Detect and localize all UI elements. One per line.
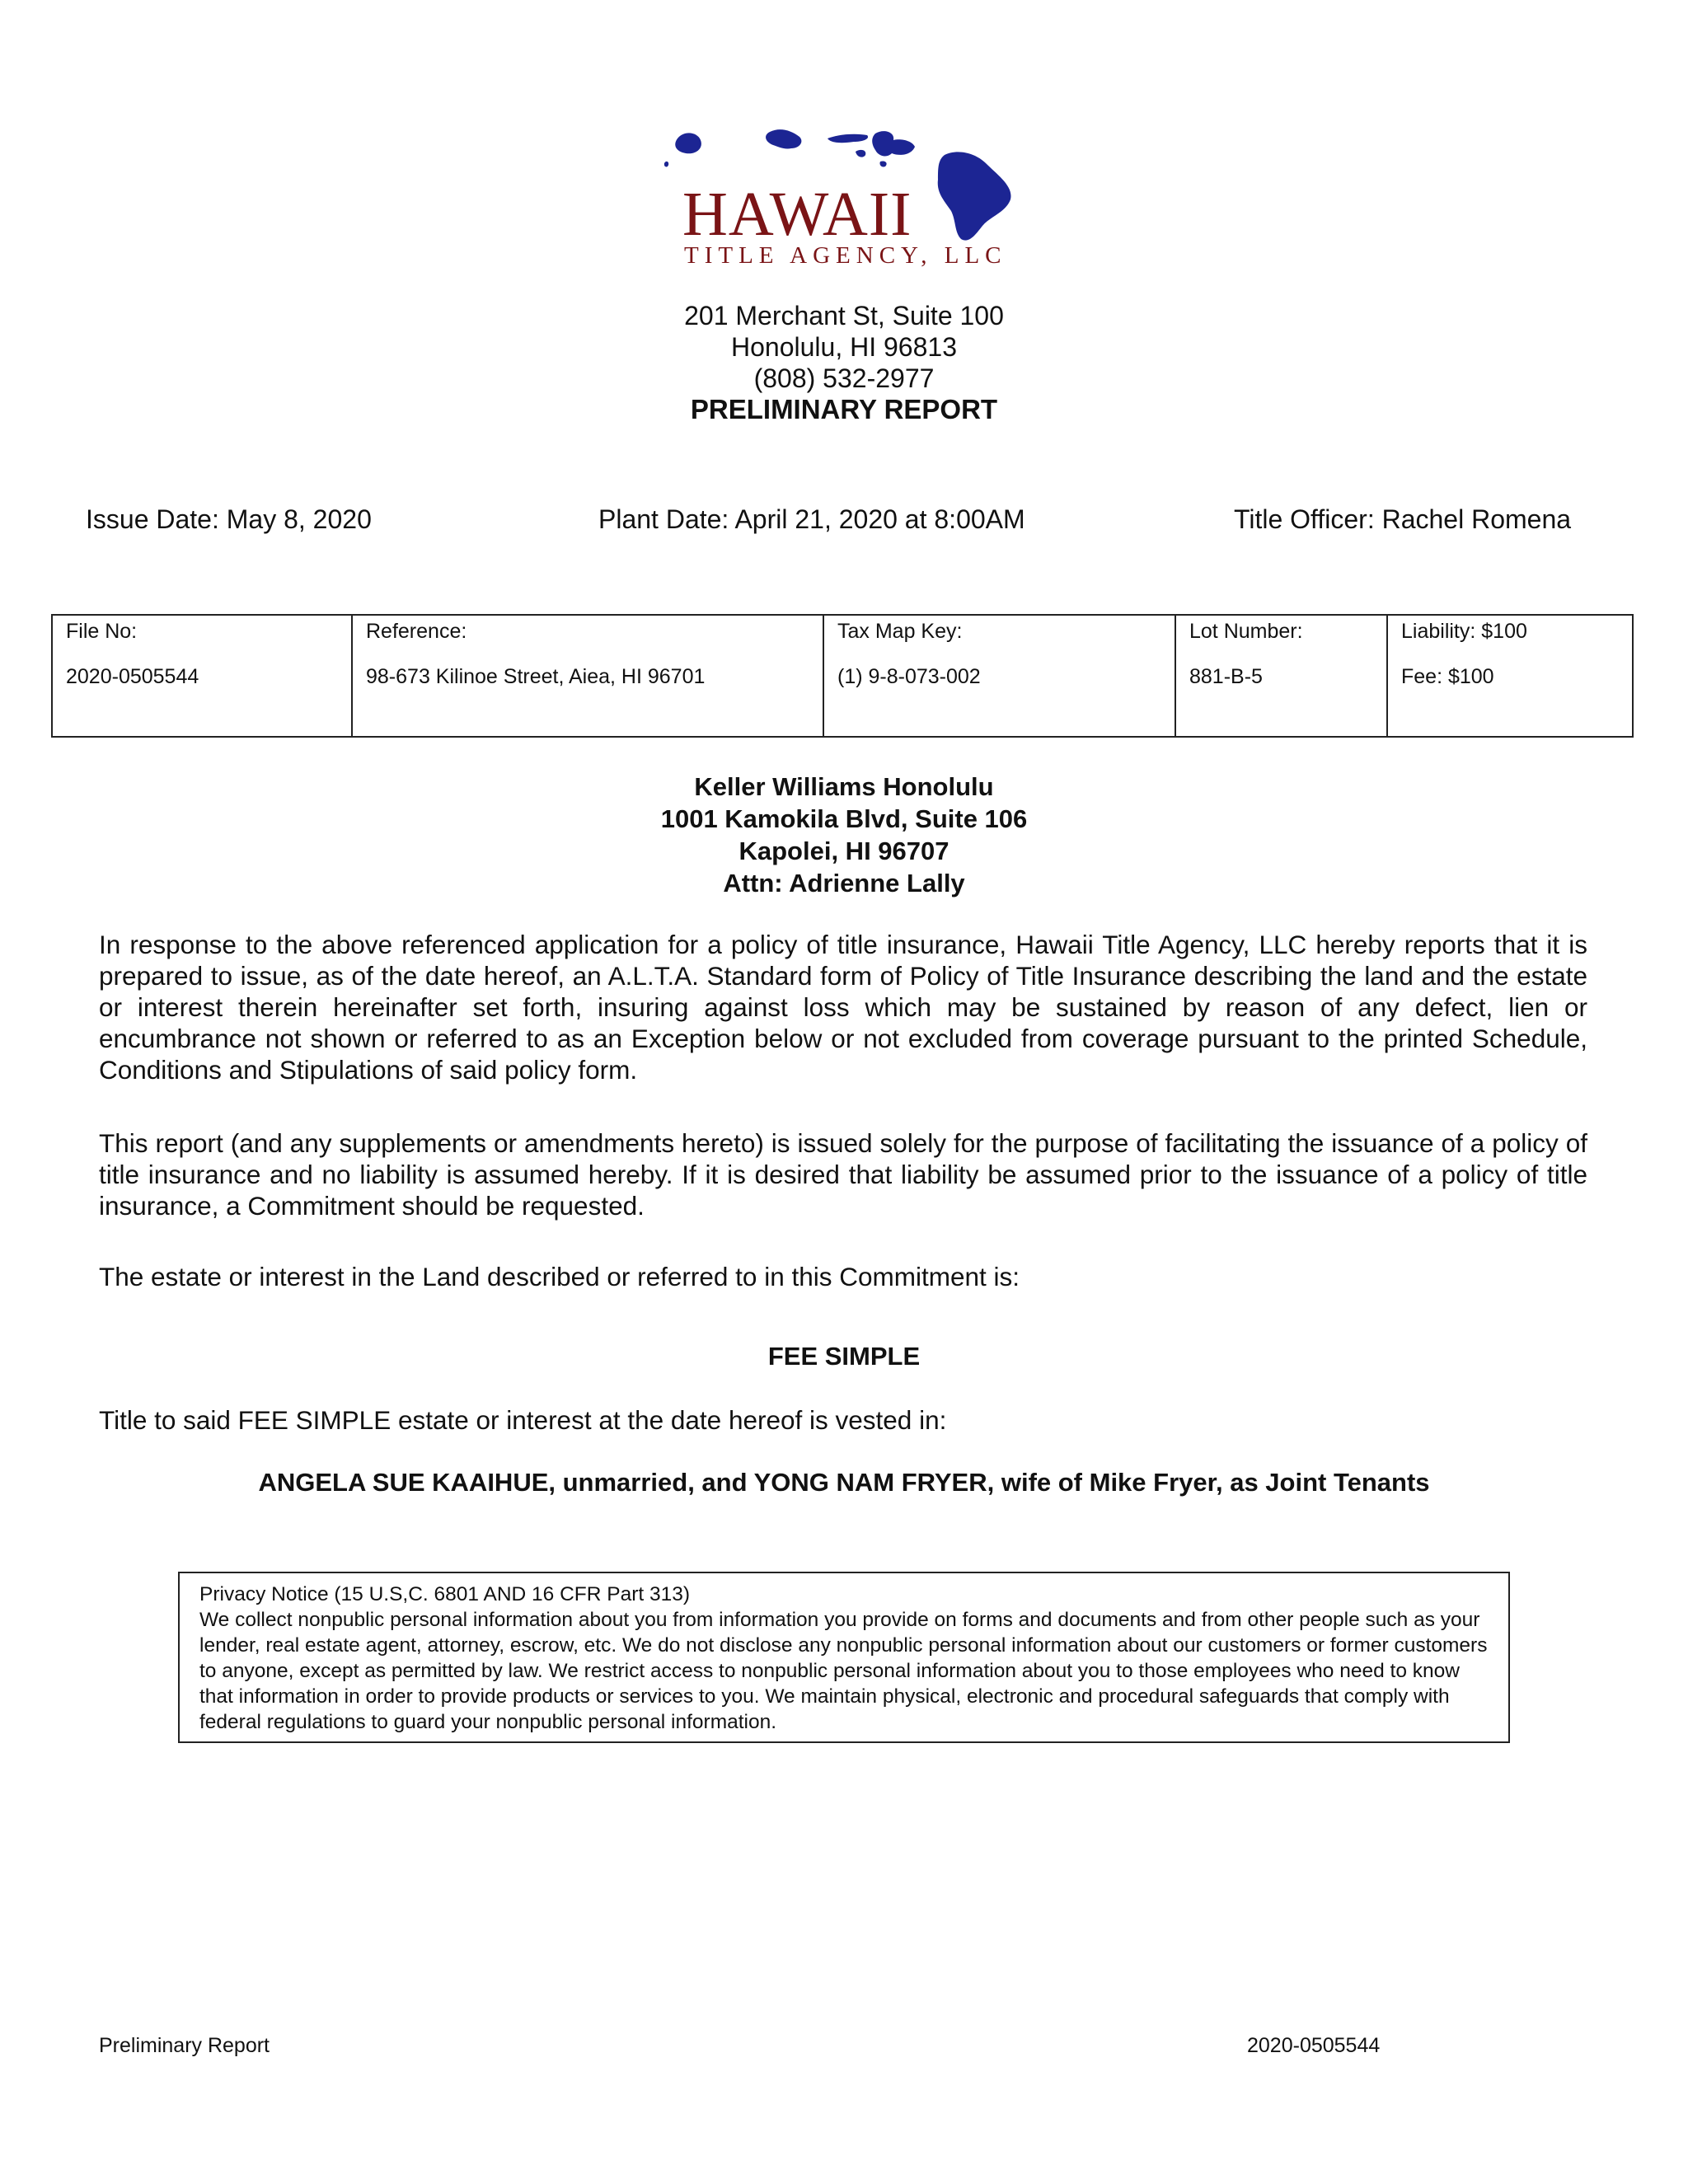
estate-type: FEE SIMPLE xyxy=(767,1342,921,1371)
company-address xyxy=(0,300,1688,394)
reference-label: Reference: xyxy=(366,620,467,643)
paragraph-vested-intro: Title to said FEE SIMPLE estate or interest at the date hereof is vested in: xyxy=(99,1405,947,1435)
addressee-attn: Attn: Adrienne Lally xyxy=(723,869,965,898)
liability-fee-cell xyxy=(1388,616,1632,736)
reference-value: 98-673 Kilinoe Street, Aiea, HI 96701 xyxy=(366,665,706,688)
privacy-notice-body: We collect nonpublic personal information about you from information you provide on forms and documents and from other people such as your lender, real estate agent, attorney, escrow, etc. We do not disclose any nonpublic personal information about our customers or former customers to anyone, except as permitted by law. We restrict access to nonpublic personal information about you to those employees who need to know that information in order to provide products or services to you. We maintain physical, electronic and procedural safeguards that comply with federal regulations to guard your nonpublic personal information. xyxy=(199,1609,1488,1733)
liability-label: Liability: $100 xyxy=(1401,620,1527,643)
addressee-city: Kapolei, HI 96707 xyxy=(738,837,950,865)
file-no-label: File No: xyxy=(66,620,138,643)
reference-cell xyxy=(353,616,824,736)
privacy-notice-title: Privacy Notice (15 U.S,C. 6801 AND 16 CFR Part 313) xyxy=(199,1583,691,1605)
tax-map-key-label: Tax Map Key: xyxy=(837,620,963,643)
report-title: PRELIMINARY REPORT xyxy=(690,394,998,424)
tax-map-key-value: (1) 9-8-073-002 xyxy=(837,665,981,688)
lot-number-value: 881-B-5 xyxy=(1189,665,1263,688)
paragraph-purpose: This report (and any supplements or amendments hereto) is issued solely for the purpose of facilitating the issuance of a policy of title insurance and no liability is assumed hereby. If it is desired that liability be assumed prior to the issuance of a policy of title insurance, a Commitment should be requested. xyxy=(99,1128,1587,1221)
logo-subtitle: TITLE AGENCY, LLC xyxy=(684,242,1007,269)
footer-file-number: 2020-0505544 xyxy=(1247,2034,1381,2057)
file-no-value: 2020-0505544 xyxy=(66,665,199,688)
issue-date: Issue Date: May 8, 2020 xyxy=(86,504,372,534)
logo-wordmark: HAWAII xyxy=(682,180,912,249)
company-city: Honolulu, HI 96813 xyxy=(731,332,957,362)
file-info-table xyxy=(51,614,1634,738)
paragraph-application: In response to the above referenced application for a policy of title insurance, Hawaii Title Agency, LLC hereby reports that it is prepared to issue, as of the date hereof, an A.L.T.A. Standard form of Policy of Title Insurance describing the land and the estate or interest therein hereinafter set forth, insuring against loss which may be sustained by reason of any defect, lien or encumbrance not shown or referred to as an Exception below or not excluded from coverage pursuant to the printed Schedule, Conditions and Stipulations of said policy form. xyxy=(99,930,1587,1085)
tax-map-key-cell xyxy=(824,616,1176,736)
fee-value: Fee: $100 xyxy=(1401,665,1494,688)
plant-date: Plant Date: April 21, 2020 at 8:00AM xyxy=(598,504,1025,534)
lot-number-cell xyxy=(1176,616,1388,736)
addressee-name: Keller Williams Honolulu xyxy=(694,772,994,801)
vested-owners: ANGELA SUE KAAIHUE, unmarried, and YONG NAM FRYER, wife of Mike Fryer, as Joint Tenants xyxy=(258,1468,1430,1497)
lot-number-label: Lot Number: xyxy=(1189,620,1303,643)
file-no-cell xyxy=(53,616,353,736)
paragraph-estate-intro: The estate or interest in the Land described or referred to in this Commitment is: xyxy=(99,1262,1020,1291)
company-phone: (808) 532-2977 xyxy=(753,363,935,393)
company-logo xyxy=(659,124,1030,272)
addressee-block xyxy=(0,771,1688,899)
title-officer: Title Officer: Rachel Romena xyxy=(1234,504,1572,534)
footer-doc-name: Preliminary Report xyxy=(99,2034,270,2057)
addressee-street: 1001 Kamokila Blvd, Suite 106 xyxy=(660,804,1028,833)
privacy-notice-box xyxy=(178,1572,1510,1743)
company-street: 201 Merchant St, Suite 100 xyxy=(684,301,1004,330)
